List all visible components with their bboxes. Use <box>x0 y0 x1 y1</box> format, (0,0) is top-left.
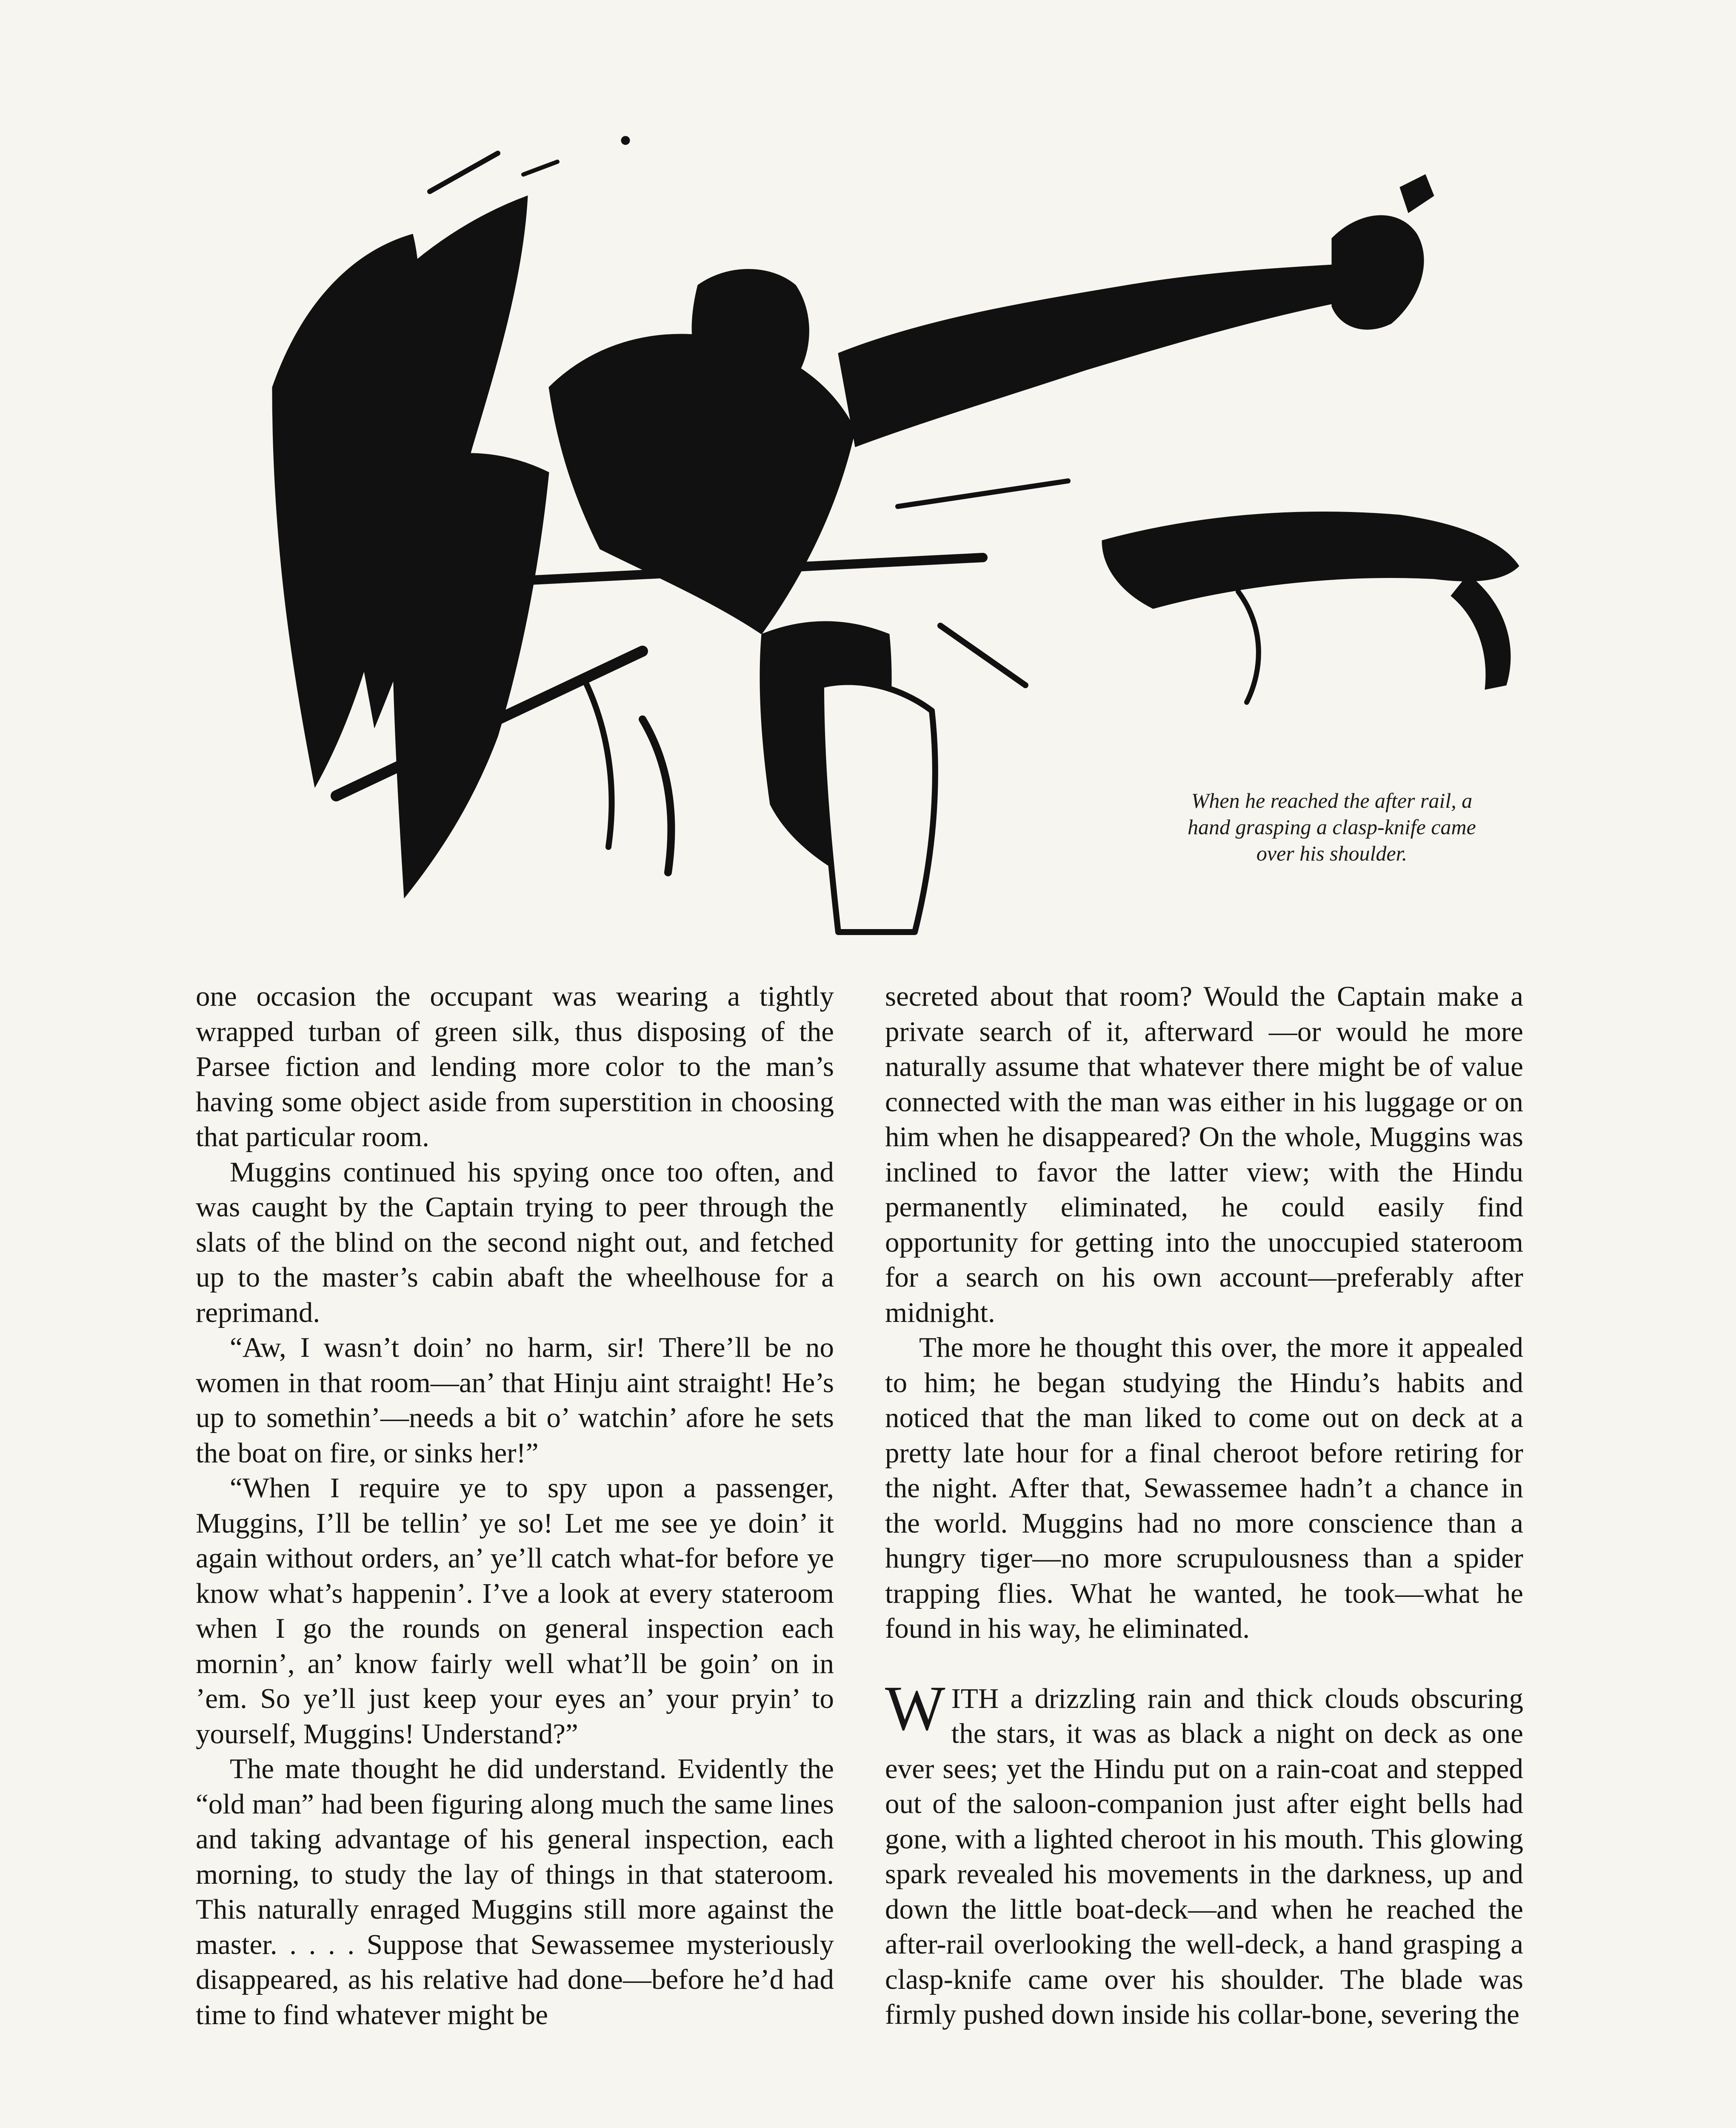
paragraph: “When I require ye to spy upon a passenger, Muggins, I’ll be tellin’ ye so! Let me see ye doin’ it again without orders, an’ ye’ll catch what-for before ye know what’s happenin’. I’ve a look at every stateroom when I go the rounds on general inspection each mornin’, an’ know fairly well what’ll be goin’ on in ’em. So ye’ll just keep your eyes an’ your pryin’ to yourself, Muggins! Understand?” <box>196 1472 834 1750</box>
paragraph: The mate thought he did understand. Evidently the “old man” had been figuring along much the same lines and taking advantage of his general inspection, each morning, to study the lay of things in that stateroom. This naturally enraged Muggins still more against the master. . . . . Suppose that Sewassemee mysteriously disappeared, as his relative had done—before he’d had time to find whatever might be <box>196 1753 834 2031</box>
paragraph: one occasion the occupant was wearing a tightly wrapped turban of green silk, thus disposing of the Parsee fiction and lending more color to the man’s having some object aside from superstition in choosing that particular room. <box>196 981 834 1153</box>
paragraph: Muggins continued his spying once too often, and was caught by the Captain trying to peer through the slats of the blind on the second night out, and fetched up to the master’s cabin abaft the wheelhouse for a reprimand. <box>196 1156 834 1328</box>
right-column <box>885 979 1523 2032</box>
paragraph: “Aw, I wasn’t doin’ no harm, sir! There’ll be no women in that room—an’ that Hinju aint straight! He’s up to somethin’—needs a bit o’ watchin’ afore he sets the boat on fire, or sinks her!” <box>196 1332 834 1469</box>
drop-cap: W <box>885 1673 945 1744</box>
illustration-caption: When he reached the after rail, a hand grasping a clasp-knife came over his shoulder. <box>1188 789 1476 865</box>
artist-signature: CHATAYSHN <box>1179 568 1282 587</box>
paragraph: secreted about that room? Would the Captain make a private search of it, afterward —or would he more naturally assume that whatever there might be of value connected with the man was either in his luggage or on him when he disappeared? On the whole, Muggins was inclined to favor the latter view; with the Hindu permanently eliminated, he could easily find opportunity for getting into the unoccupied stateroom for a search on his own account—preferably after midnight. <box>885 981 1523 1328</box>
section-text: ITH a drizzling rain and thick clouds obscuring the stars, it was as black a night on deck as one ever sees; yet the Hindu put on a rain-coat and stepped out of the saloon-companion just after eight bells had gone, with a lighted cheroot in his mouth. This glowing spark revealed his movements in the darkness, up and down the little boat-deck—and when he reached the after-rail overlooking the well-deck, a hand grasping a clasp-knife came over his shoulder. The blade was firmly pushed down inside his collar-bone, severing the <box>885 1682 1523 2030</box>
left-column <box>196 979 834 2032</box>
section-paragraph <box>885 1673 1523 2032</box>
paragraph: The more he thought this over, the more it appealed to him; he began studying the Hindu’s habits and noticed that the man liked to come out on deck at a pretty late hour for a final cheroot before retiring for the night. After that, Sewassemee hadn’t a chance in the world. Muggins had no more conscience than a hungry tiger—no more scrupulousness than a spider trapping flies. What he wanted, he took—what he found in his way, he eliminated. <box>885 1332 1523 1644</box>
